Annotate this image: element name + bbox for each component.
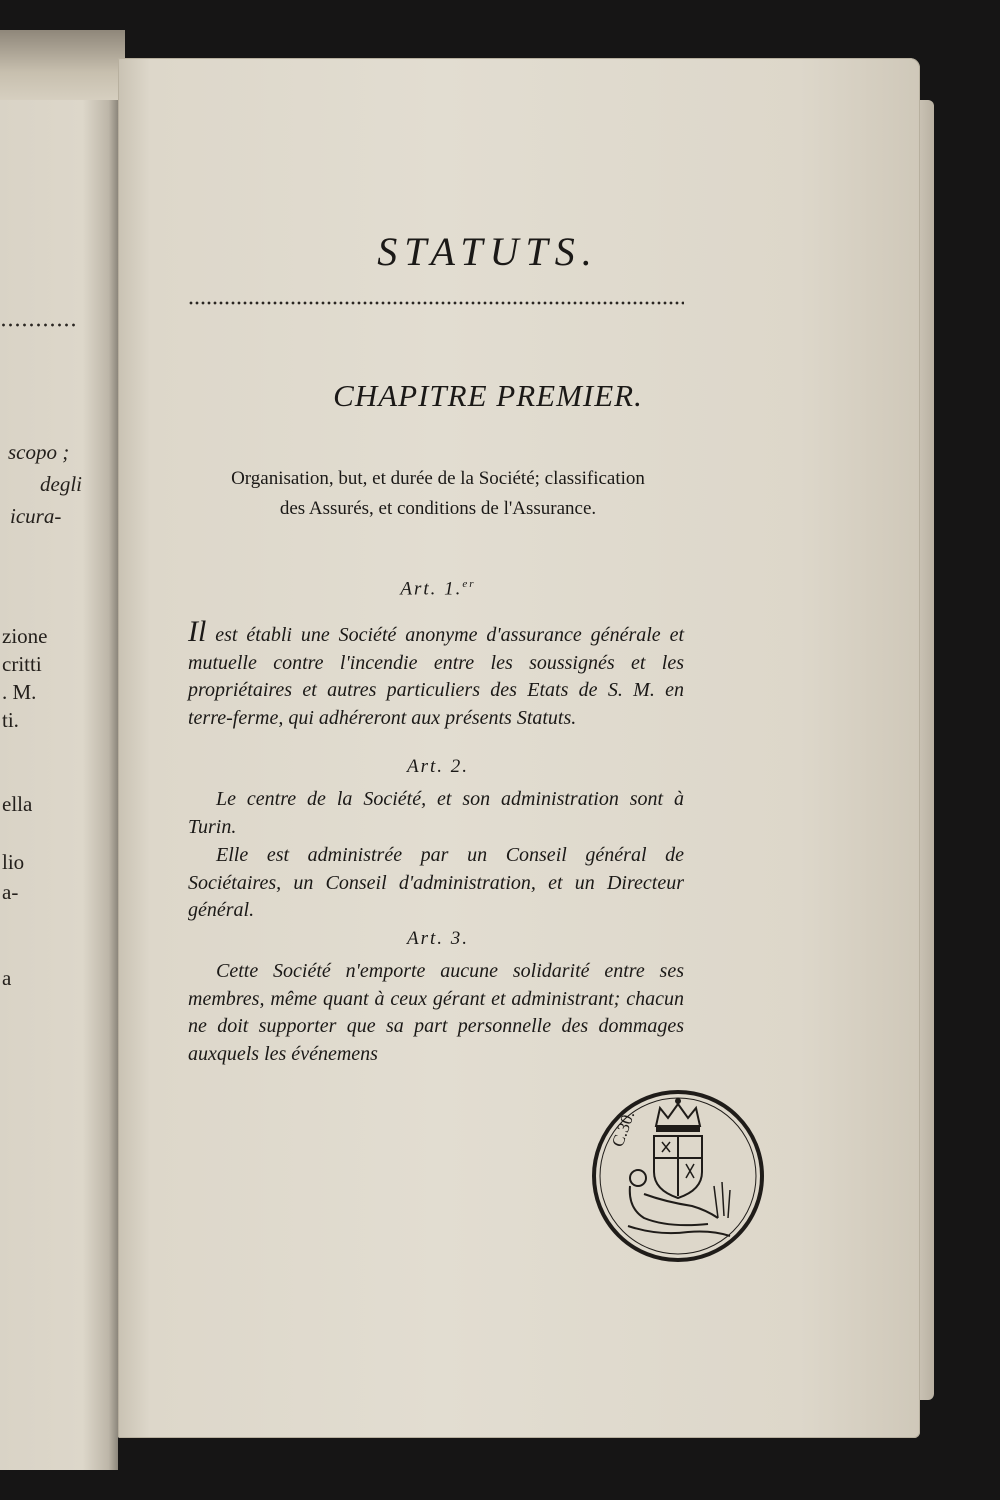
left-page-text-fragment: a-: [2, 880, 19, 904]
article-text: Le centre de la Société, et son administration sont à Turin.: [188, 788, 684, 838]
left-page-text-fragment: scopo ;: [8, 440, 70, 464]
chapter-subtitle: [178, 464, 698, 524]
page-title: STATUTS.: [377, 229, 599, 274]
binding-thread: [0, 30, 125, 100]
left-page-ornamental-rule: [0, 322, 78, 328]
left-page-text-fragment: lio: [2, 850, 25, 874]
drop-cap: Il: [188, 615, 207, 648]
article-text: Elle est administrée par un Conseil général de Sociétaires, un Conseil d'administration, et un Directeur général.: [188, 844, 684, 921]
left-page-text-fragment: ella: [2, 792, 33, 816]
printed-page: [118, 58, 920, 1438]
left-page-text-fragment: icura-: [10, 504, 62, 528]
article-heading: Art. 2.: [406, 756, 470, 777]
left-page-text-fragment: degli: [40, 472, 82, 496]
left-page: [0, 30, 118, 1470]
stamp-inscription: C.30.: [607, 1108, 639, 1150]
chapter-heading: CHAPITRE PREMIER.: [333, 378, 643, 413]
left-page-text-fragment: a: [2, 966, 12, 990]
library-stamp: [588, 1086, 768, 1266]
article-text: Cette Société n'emporte aucune solidarité entre ses membres, même quant à ceux gérant et administrant; chacun ne doit supporter que sa part personnelle des dommages auxquels les événemens: [188, 960, 684, 1065]
chapter-subtitle-line: des Assurés, et conditions de l'Assurance.: [279, 498, 597, 519]
left-page-text-fragment: ti.: [2, 708, 19, 732]
article-heading: Art. 3.: [406, 928, 470, 949]
ornamental-rule: [188, 300, 684, 306]
chapter-subtitle-line: Organisation, but, et durée de la Société; classification: [231, 468, 645, 489]
article-heading: Art. 1.$^{er}$: [400, 578, 476, 600]
left-page-text-fragment: critti: [2, 652, 42, 676]
article-text: Il est établi une Société anonyme d'assurance générale et mutuelle contre l'incendie entre les soussignés et les propriétaires et autres particuliers des Etats de S. M. en terre-ferme, qui adhéreront aux présents Statuts.: [188, 615, 685, 729]
left-page-text-fragment: . M.: [2, 680, 37, 704]
left-page-text-fragment: zione: [2, 624, 48, 648]
